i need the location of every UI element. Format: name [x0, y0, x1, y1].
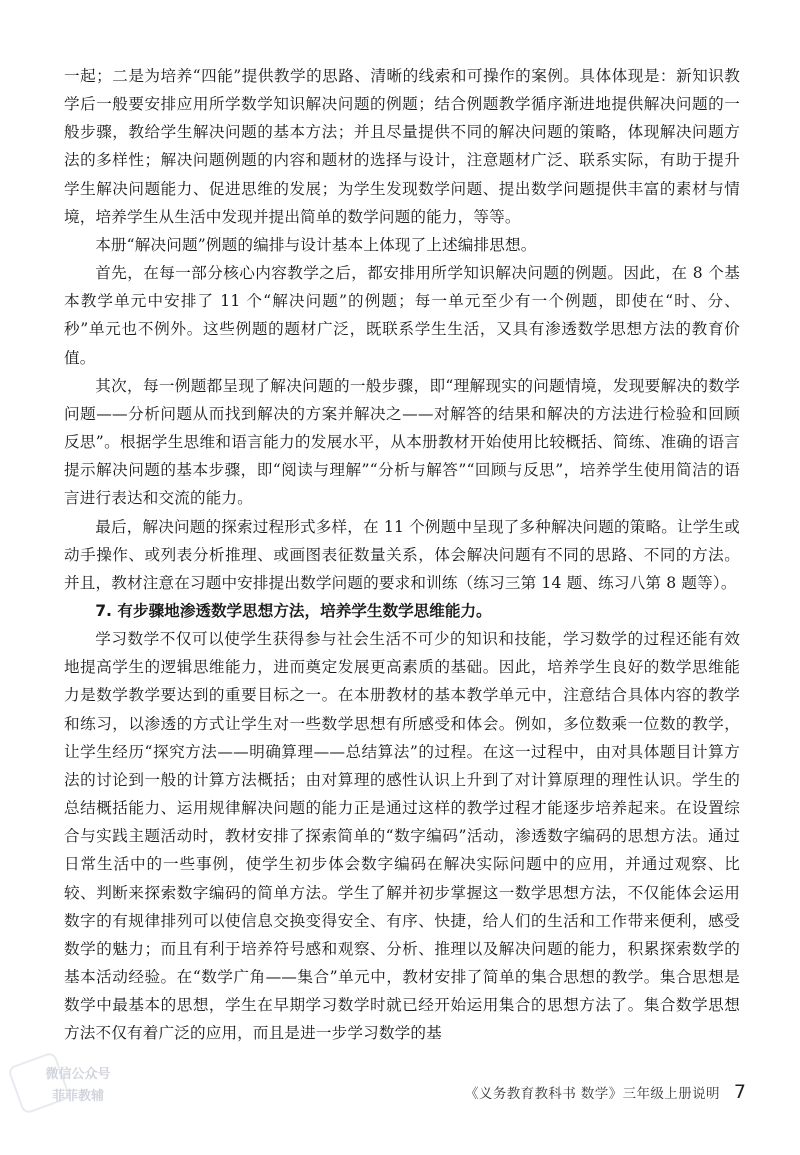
section-heading: 7. 有步骤地渗透数学思想方法，培养学生数学思维能力。	[95, 601, 492, 620]
paragraph-4: 其次，每一例题都呈现了解决问题的一般步骤，即“理解现实的问题情境，发现要解决的数学问题——分析问题从而找到解决的方案并解决之——对解答的结果和解决的方法进行检验和回顾反思”。根据学生思维和语言能力的发展水平，从本册教材开始使用比较概括、简练、准确的语言提示解决问题的基本步骤，即“阅读与理解”“分析与解答”“回顾与反思”，培养学生使用简洁的语言进行表达和交流的能力。	[64, 376, 740, 508]
page-footer	[410, 1081, 746, 1103]
watermark-line-2: 菲菲教辅	[51, 1089, 104, 1104]
watermark	[18, 1064, 138, 1122]
page-body	[64, 62, 740, 1047]
footer-book-title: 《义务教育教科书 数学》三年级上册说明	[465, 1086, 720, 1102]
paragraph-5: 最后，解决问题的探索过程形式多样，在 11 个例题中呈现了多种解决问题的策略。让学生或动手操作、或列表分析推理、或画图表征数量关系，体会解决问题有不同的思路、不同的方法。并且，教材注意在习题中安排提出数学问题的要求和训练（练习三第 14 题、练习八第 8 题等）。	[64, 517, 740, 592]
page-number: 7	[733, 1081, 746, 1103]
watermark-line-1: 微信公众号	[45, 1067, 111, 1082]
paragraph-3: 首先，在每一部分核心内容教学之后，都安排用所学知识解决问题的例题。因此，在 8 个基本教学单元中安排了 11 个“解决问题”的例题；每一单元至少有一个例题，即使在“时、分、秒”单元也不例外。这些例题的题材广泛，既联系学生生活，又具有渗透数学思想方法的教育价值。	[64, 264, 740, 367]
paragraph-6: 学习数学不仅可以使学生获得参与社会生活不可少的知识和技能，学习数学的过程还能有效地提高学生的逻辑思维能力，进而奠定发展更高素质的基础。因此，培养学生良好的数学思维能力是数学教学要达到的重要目标之一。在本册教材的基本教学单元中，注意结合具体内容的教学和练习，以渗透的方式让学生对一些数学思想有所感受和体会。例如，多位数乘一位数的教学，让学生经历“探究方法——明确算理——总结算法”的过程。在这一过程中，由对具体题目计算方法的讨论到一般的计算方法概括；由对算理的感性认识上升到了对计算原理的理性认识。学生的总结概括能力、运用规律解决问题的能力正是通过这样的教学过程才能逐步培养起来。在设置综合与实践主题活动时，教材安排了探索简单的“数字编码”活动，渗透数字编码的思想方法。通过日常生活中的一些事例，使学生初步体会数字编码在解决实际问题中的应用，并通过观察、比较、判断来探索数字编码的简单方法。学生了解并初步掌握这一数学思想方法，不仅能体会运用数字的有规律排列可以使信息交换变得安全、有序、快捷，给人们的生活和工作带来便利，感受数学的魅力；而且有利于培养符号感和观察、分析、推理以及解决问题的能力，积累探索数学的基本活动经验。在“数学广角——集合”单元中，教材安排了简单的集合思想的教学。集合思想是数学中最基本的思想，学生在早期学习数学时就已经开始运用集合的思想方法了。集合数学思想方法不仅有着广泛的应用，而且是进一步学习数学的基	[64, 630, 740, 1043]
paragraph-1: 一起；二是为培养“四能”提供教学的思路、清晰的线索和可操作的案例。具体体现是：新知识教学后一般要安排应用所学数学知识解决问题的例题；结合例题教学循序渐进地提供解决问题的一般步骤，教给学生解决问题的基本方法；并且尽量提供不同的解决问题的策略，体现解决问题方法的多样性；解决问题例题的内容和题材的选择与设计，注意题材广泛、联系实际，有助于提升学生解决问题能力、促进思维的发展；为学生发现数学问题、提出数学问题提供丰富的素材与情境，培养学生从生活中发现并提出简单的数学问题的能力，等等。	[64, 67, 740, 226]
paragraph-2: 本册“解决问题”例题的编排与设计基本上体现了上述编排思想。	[95, 235, 537, 254]
